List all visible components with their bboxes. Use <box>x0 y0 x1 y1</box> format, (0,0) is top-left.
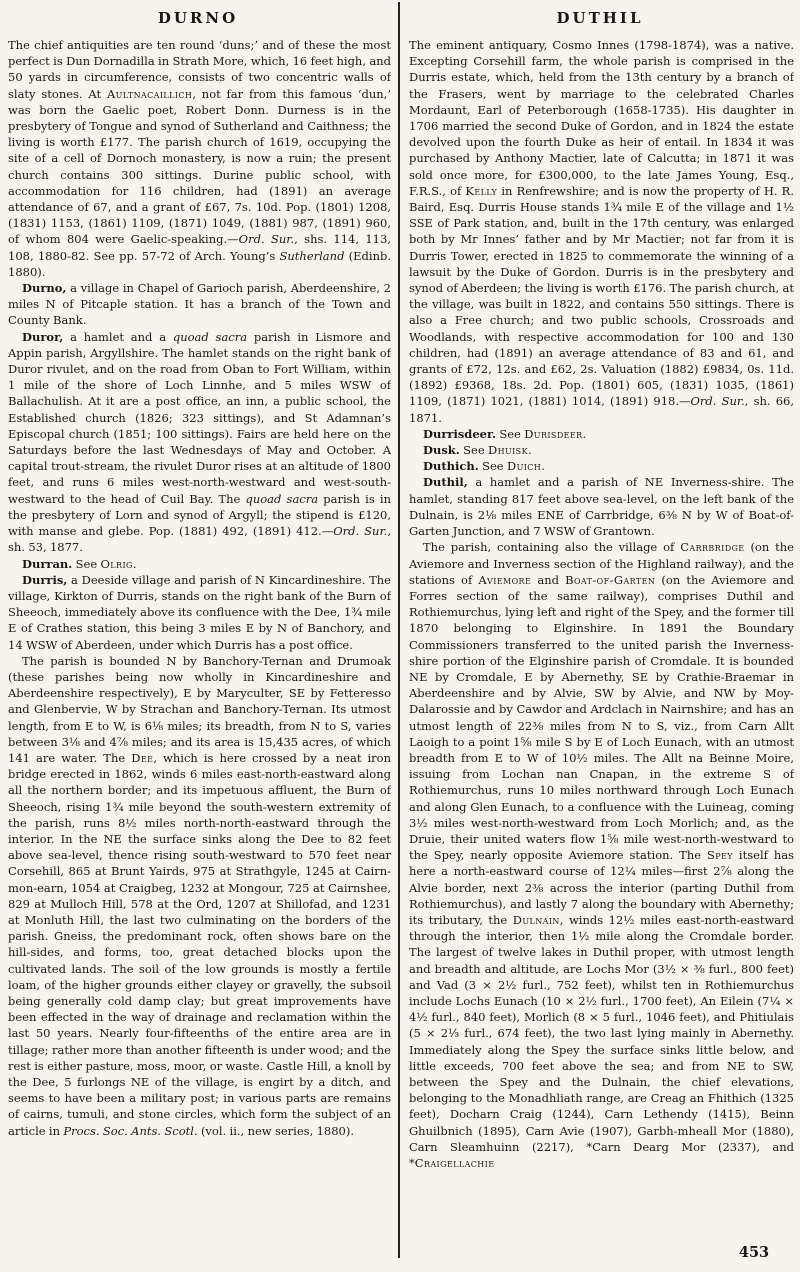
paragraph <box>409 426 794 442</box>
text-segment: , which is here crossed by a neat iron bridge erected in 1862, winds 6 miles east-north-eastward along all the northern border; and its impetuous affluent, the Burn of Sheeoch, rising 1¾ mile beyond the south-western extremity of the parish, runs 8½ miles north-north-eastward through the interior. In the NE the surface sinks along the Dee to 82 feet above sea-level, thence rising south-westward to 570 feet near Corsehill, 865 at Brunt Yairds, 975 at Strathgyle, 1245 at Cairn-mon-earn, 1054 at Craigbeg, 1232 at Mongour, 725 at Cairnshee, 829 at Mulloch Hill, 578 at the Ord, 1207 at Shillofad, and 1231 at Monluth Hill, the last two culminating on the borders of the parish. Gneiss, the predominant rock, often shows bare on the hill-sides, and forms, too, great detached blocks upon the cultivated lands. The soil of the low grounds is mostly a fertile loam, of the higher grounds either clayey or gravelly, the subsoil being generally cold damp clay; but great improvements have been effected in the way of drainage and reclamation within the last 50 years. Nearly four-fifteenths of the entire area are in tillage; rather more than another fifteenth is under wood; and the rest is either pasture, moss, moor, or waste. Castle Hill, a knoll by the Dee, 5 furlongs NE of the village, is engirt by a ditch, and seems to have been a military post; in various parts are remains of cairns, tumuli, and stone circles, which form the subject of an article in <box>8 750 391 1138</box>
text-segment: The chief antiquities are ten round ‘duns;’ and of these the most perfect is Dun Dornadilla in Strath More, which, 16 feet high, and 50 yards in circumference, consists of two concentric walls of slaty stones. At <box>8 38 391 101</box>
text-segment: a Deeside village and parish of N Kincardineshire. The village, Kirkton of Durris, stands on the right bank of the Burn of Sheeoch, immediately above its confluence with the Dee, 1¾ mile E of Crathes station, this being 3 miles E by N of Banchory, and 14 WSW of Aberdeen, under which Durris has a post office. <box>8 572 391 652</box>
paragraph <box>8 280 391 329</box>
paragraph <box>8 572 391 653</box>
paragraph <box>8 329 391 556</box>
text-segment: in Renfrewshire; and is now the property of H. R. Baird, Esq. Durris House stands 1¾ mile E of the village and 1½ SSE of Park station, and, built in the 17th century, was enlarged both by Mr Innes’ father and by Mr Mactier; not far from it is Durris Tower, erected in 1825 to commemorate the winning of a lawsuit by the Duke of Gordon. Durris is in the presbytery and synod of Aberdeen; the living is worth £176. The parish church, at the village, was built in 1822, and contains 550 sittings. There is also a Free church; and two public schools, Crossroads and Woodlands, with respective accommodation for 100 and 130 children, had (1891) an average attendance of 83 and 61, and grants of £72, 12s. and £62, 2s. Valuation (1882) £9834, 0s. 11d. (1892) £9368, 18s. 2d. Pop. (1801) 605, (1831) 1035, (1861) 1109, (1871) 1021, (1881) 1014, (1891) 918.— <box>409 183 794 409</box>
text-segment: (on the Aviemore and Inverness section of the Highland railway), and the stations of <box>409 540 794 587</box>
text-segment: Aultnacaillich <box>106 86 193 101</box>
text-segment: Craigellachie <box>414 1156 495 1171</box>
text-segment: Ord. Sur. <box>238 232 295 247</box>
text-segment: Durisdeer <box>524 426 583 441</box>
text-segment: See <box>478 459 507 474</box>
text-segment: . <box>132 556 137 571</box>
text-segment: Boat-of-Garten <box>565 572 656 587</box>
text-segment: quoad sacra <box>245 491 319 506</box>
column-divider <box>398 2 400 1258</box>
text-segment: Spey <box>707 848 733 863</box>
paragraph <box>8 556 391 572</box>
right-column <box>409 37 794 1265</box>
entry-name: Duthich. <box>423 459 479 474</box>
text-segment: (on the Aviemore and Forres section of the same railway), comprises Duthil and Rothiemurchus, lying left and right of the Spey, and the former till 1870 belonging to Elginshire. In 1891 the Boundary Commissioners transferred to the united parish the Inverness-shire portion of the Elginshire parish of Cromdale. It is bounded NE by Cromdale, E by Abernethy, SE by Crathie-Braemar in Aberdeenshire and by Alvie, SW by Alvie, and NW by Moy-Dalarossie and by Cawdor and Ardclach in Nairnshire; and has an utmost length of 22⅜ miles from N to S, viz., from Carn Allt Laoigh to a point 1⅝ mile S by E of Loch Eunach, with an utmost breadth from E to W of 10½ miles. The Allt na Beinne Moire, issuing from Lochan nan Cnapan, in the extreme S of Rothiemurchus, runs 10 miles northward through Loch Eunach and along Glen Eunach, to a confluence with the Luineag, coming 3½ miles west-north-westward from Loch Morlich; and, as the Druie, their united waters flow 1⅝ mile west-north-westward to the Spey, nearly opposite Aviemore station. The <box>409 572 794 863</box>
text-segment: a village in Chapel of Garioch parish, Aberdeenshire, 2 miles N of Pitcaple station. It has a branch of the Town and County Bank. <box>8 281 391 328</box>
text-segment: a hamlet and a parish of NE Inverness-shire. The hamlet, standing 817 feet above sea-level, on the left bank of the Dulnain, is 2⅛ miles ENE of Carrbridge, 6⅜ N by W of Boat-of-Garten Junction, and 7 WSW of Grantown. <box>409 475 794 539</box>
left-column <box>8 37 391 1265</box>
text-segment: See <box>495 426 525 441</box>
text-segment: Carrbridge <box>680 540 745 555</box>
entry-name: Durno, <box>22 281 67 296</box>
text-segment: The parish, containing also the village of <box>423 540 681 555</box>
text-segment: Duich <box>506 459 542 474</box>
text-segment: Sutherland <box>279 248 345 263</box>
text-segment: . <box>541 459 545 474</box>
entry-name: Durrisdeer. <box>423 426 496 441</box>
text-segment: , winds 12½ miles east-north-eastward through the interior, then 1½ mile along the Cromdale border. The largest of twelve lakes in Duthil proper, with utmost length and breadth and altitude, are Lochs Mor (3½ × ⅜ furl., 800 feet) and Vad (3 × 2½ furl., 752 feet), whilst ten in Rothiemurchus include Lochs Eunach (10 × 2½ furl., 1700 feet), An Eilein (7¼ × 4½ furl., 840 feet), Morlich (8 × 5 furl., 1046 feet), and Phitiulais (5 × 2⅓ furl., 674 feet), the two last lying mainly in Abernethy. Immediately along the Spey the surface sinks little below, and little exceeds, 700 feet above the sea; and from NE to SW, between the Spey and the Dulnain, the chief elevations, belonging to the Monadhliath range, are Creag an Fhithich (1325 feet), Docharn Craig (1244), Carn Lethendy (1415), Beinn Ghuilbnich (1895), Carn Avie (1907), Garbh-mheall Mor (1880), Carn Sleamhuinn (2217), *Carn Dearg Mor (2337), and * <box>409 912 794 1171</box>
text-segment: , not far from this famous ‘dun,’ was born the Gaelic poet, Robert Donn. Durness is in the presbytery of Tongue and synod of Sutherland and Caithness; the living is worth £177. The parish church of 1619, occupying the site of a cell of Dornoch monastery, is now a ruin; the present church contains 300 sittings. Durine public school, with accommodation for 116 children, had (1891) an average attendance of 67, and a grant of £67, 7s. 10d. Pop. (1801) 1208, (1831) 1153, (1861) 1109, (1871) 1049, (1881) 987, (1891) 960, of whom 804 were Gaelic-speaking.— <box>8 86 391 247</box>
text-segment: Ord. Sur. <box>333 524 388 539</box>
text-segment: See <box>72 556 101 571</box>
text-segment: parish is in the presbytery of Lorn and synod of Argyll; the stipend is £120, with manse and glebe. Pop. (1881) 492, (1891) 412.— <box>8 491 391 539</box>
running-head-right: DUTHIL <box>556 9 644 27</box>
paragraph <box>8 37 391 280</box>
paragraph <box>8 653 391 1139</box>
text-segment: . <box>582 426 587 441</box>
paragraph <box>409 442 794 458</box>
entry-name: Dusk. <box>423 443 460 458</box>
entry-name: Durran. <box>22 556 73 571</box>
page-number: 453 <box>738 1244 770 1261</box>
text-segment: The parish is bounded N by Banchory-Ternan and Drumoak (these parishes being now wholly in Kincardineshire and Aberdeenshire respectively), E by Maryculter, SE by Fetteresso and Glenbervie, W by Strachan and Banchory-Ternan. Its utmost length, from E to W, is 6⅛ miles; its breadth, from N to S, varies between 3⅛ and 4⅞ miles; and its area is 15,435 acres, of which 141 are water. The <box>8 653 391 765</box>
text-segment: Dee <box>131 750 154 765</box>
running-head-left: DURNO <box>157 9 239 27</box>
text-segment: See <box>459 443 488 458</box>
text-segment: parish in Lismore and Appin parish, Argyllshire. The hamlet stands on the right bank of Duror rivulet, and on the road from Oban to Fort William, within 1 mile of the shore of Loch Linnhe, and 5 miles WSW of Ballachulish. At it are a post office, an inn, a public school, the Established church (1826; 323 sittings), and St Adamnan’s Episcopal church (1851; 100 sittings). Fairs are held here on the Saturdays before the last Wednesdays of May and October. A capital trout-stream, the rivulet Duror rises at an altitude of 1800 feet, and runs 6 miles west-north-westward and west-south-westward to the head of Cuil Bay. The <box>8 329 391 506</box>
entry-name: Durris, <box>22 572 68 587</box>
text-segment: Dhuisk <box>487 443 528 458</box>
text-segment: itself has here a north-eastward course of 12¼ miles—first 2⅞ along the Alvie border, next 2⅜ across the interior (parting Duthil from Rothiemurchus), and lastly 7 along the boundary with Abernethy; its tributary, the <box>409 848 794 927</box>
text-segment: and <box>531 572 566 587</box>
text-segment: Procs. Soc. Ants. Scotl. <box>63 1123 198 1138</box>
text-segment: Olrig <box>100 556 133 571</box>
paragraph <box>409 458 794 474</box>
paragraph <box>409 37 794 426</box>
text-segment: Kelly <box>465 183 498 198</box>
text-segment: Ord. Sur. <box>690 394 745 409</box>
text-segment: The eminent antiquary, Cosmo Innes (1798-1874), was a native. Excepting Corsehill farm, the whole parish is comprised in the Durris estate, which, held from the 13th century by a branch of the Frasers, went by marriage to the celebrated Charles Mordaunt, Earl of Peterborough (1658-1735). His daughter in 1706 married the second Duke of Gordon, and in 1824 the estate devolved upon the fourth Duke as heir of entail. In 1834 it was purchased by Anthony Mactier, late of Calcutta; in 1871 it was sold once more, for £300,000, to the late James Young, Esq., F.R.S., of <box>409 38 794 198</box>
entry-name: Duror, <box>22 329 64 344</box>
text-segment: Aviemore <box>478 572 532 587</box>
paragraph <box>409 539 794 1171</box>
text-segment: , sh. 66, 1871. <box>409 394 794 425</box>
text-segment: , sh. 53, 1877. <box>8 524 391 555</box>
text-segment: quoad sacra <box>172 329 248 344</box>
text-segment: (vol. ii., new series, 1880). <box>197 1123 354 1138</box>
text-segment: , shs. 114, 113, 108, 1880-82. See pp. 57-72 of Arch. Young’s <box>8 232 391 263</box>
text-segment: (Edinb. 1880). <box>8 248 391 279</box>
entry-name: Duthil, <box>423 475 468 490</box>
paragraph <box>409 474 794 539</box>
text-segment: Dulnain <box>512 912 560 927</box>
text-segment: . <box>527 443 532 458</box>
text-segment: a hamlet and a <box>63 329 173 344</box>
